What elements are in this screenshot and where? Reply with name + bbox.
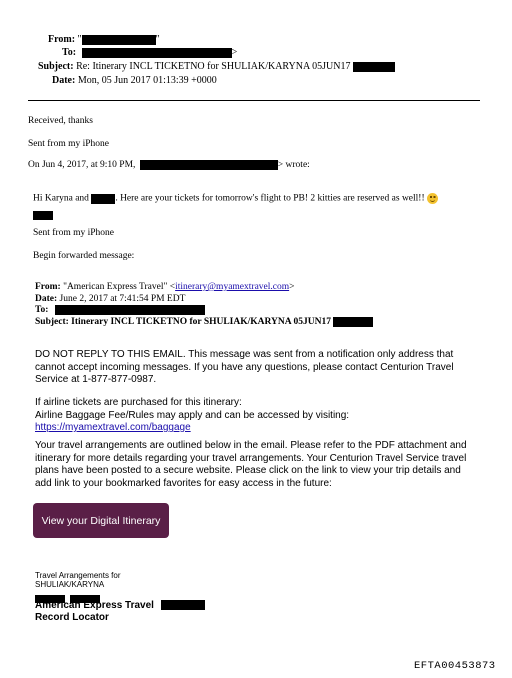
forwarded-subject [35,317,373,327]
reply-hi-message: . Here are your tickets for tomorrow's flight to PB! 2 kitties are reserved as well!! [115,193,425,204]
reply-received: Received, thanks [28,116,93,126]
reply-sent-from: Sent from my iPhone [28,139,110,149]
forwarded-from [35,282,294,292]
view-digital-itinerary-button[interactable]: View your Digital Itinerary [33,503,169,538]
header-subject-value: Re: Itinerary INCL TICKETNO for SHULIAK/KARYNA 05JUN17 [76,61,351,72]
forwarded-date [35,294,185,304]
forwarded-from-close: > [289,282,295,292]
forwarded-subject-value: Itinerary INCL TICKETNO for SHULIAK/KARYNA 05JUN17 [71,317,331,328]
smiley-face-icon [427,193,438,204]
bates-number: EFTA00453873 [414,660,496,672]
notice-line: cannot accept incoming messages. If you have any questions, please contact Centurion Travel [35,361,454,373]
arrangements-line: add link to your bookmarked favorites for easy access in the future: [35,477,332,489]
arrangements-line: itinerary for more details regarding your travel arrangements. Your Centurion Travel Service travel [35,452,467,464]
reply-wrote: > wrote: [277,160,310,171]
forwarded-date-label: Date: [35,294,58,304]
reply-hi-prefix: Hi Karyna and [33,193,89,204]
notice-line: DO NOT REPLY TO THIS EMAIL. This message was sent from a notification only address that [35,349,454,360]
redaction [140,160,278,170]
baggage-block [35,397,349,435]
notice-line: Service at 1-877-877-0987. [35,374,157,385]
baggage-link[interactable]: https://myamextravel.com/baggage [35,422,191,433]
reply-on-date-text: On Jun 4, 2017, at 9:10 PM, [28,160,136,171]
redaction [353,62,395,72]
baggage-line: Airline Baggage Fee/Rules may apply and can be accessed by visiting: [35,409,350,421]
header-subject-label: Subject: [38,61,74,72]
header-date-value: Mon, 05 Jun 2017 01:13:39 +0000 [77,75,217,86]
redaction [55,305,205,315]
reply-hi-line [33,193,438,204]
header-subject [38,61,395,72]
arrangements-line: Your travel arrangements are outlined below in the email. Please refer to the PDF attachment and [35,440,467,451]
redaction [91,194,115,204]
footer-amex-label: American Express Travel [35,600,154,611]
baggage-line: If airline tickets are purchased for this itinerary: [35,397,242,408]
reply-hi-redaction [33,206,53,224]
header-divider [28,100,480,101]
header-from-close: " [155,34,160,45]
header-from-label: From: [48,34,76,45]
forwarded-date-value: June 2, 2017 at 7:41:54 PM EDT [59,294,186,304]
header-from-value: " [77,34,82,45]
reply-begin-forwarded: Begin forwarded message: [33,251,135,261]
header-date [52,75,217,86]
header-to [62,47,237,58]
redaction [82,48,232,58]
arrangements-block [35,440,467,490]
forwarded-from-name: "American Express Travel" < [63,282,176,292]
forwarded-from-label: From: [35,282,61,292]
footer-name: SHULIAK/KARYNA [35,580,105,589]
footer-amex [35,600,205,611]
header-to-close: > [231,47,238,58]
footer-record-locator: Record Locator [35,612,109,623]
redaction [33,211,53,220]
redaction [333,317,373,327]
header-date-label: Date: [52,75,76,86]
footer-arrangements-for: Travel Arrangements for [35,571,121,580]
forwarded-subject-label: Subject: [35,317,69,328]
forwarded-to-label: To: [35,305,49,316]
reply-on-date [28,160,310,170]
redaction [82,35,156,45]
header-from [48,34,160,45]
forwarded-from-email-link[interactable]: itinerary@myamextravel.com [175,282,290,292]
redaction [161,600,205,610]
arrangements-line: plans have been posted to a secure website. Please click on the link to view your trip details and [35,465,461,476]
header-to-label: To: [62,47,77,58]
forwarded-to [35,305,205,315]
reply-sent-from-2: Sent from my iPhone [33,228,115,238]
notice-block [35,349,454,387]
